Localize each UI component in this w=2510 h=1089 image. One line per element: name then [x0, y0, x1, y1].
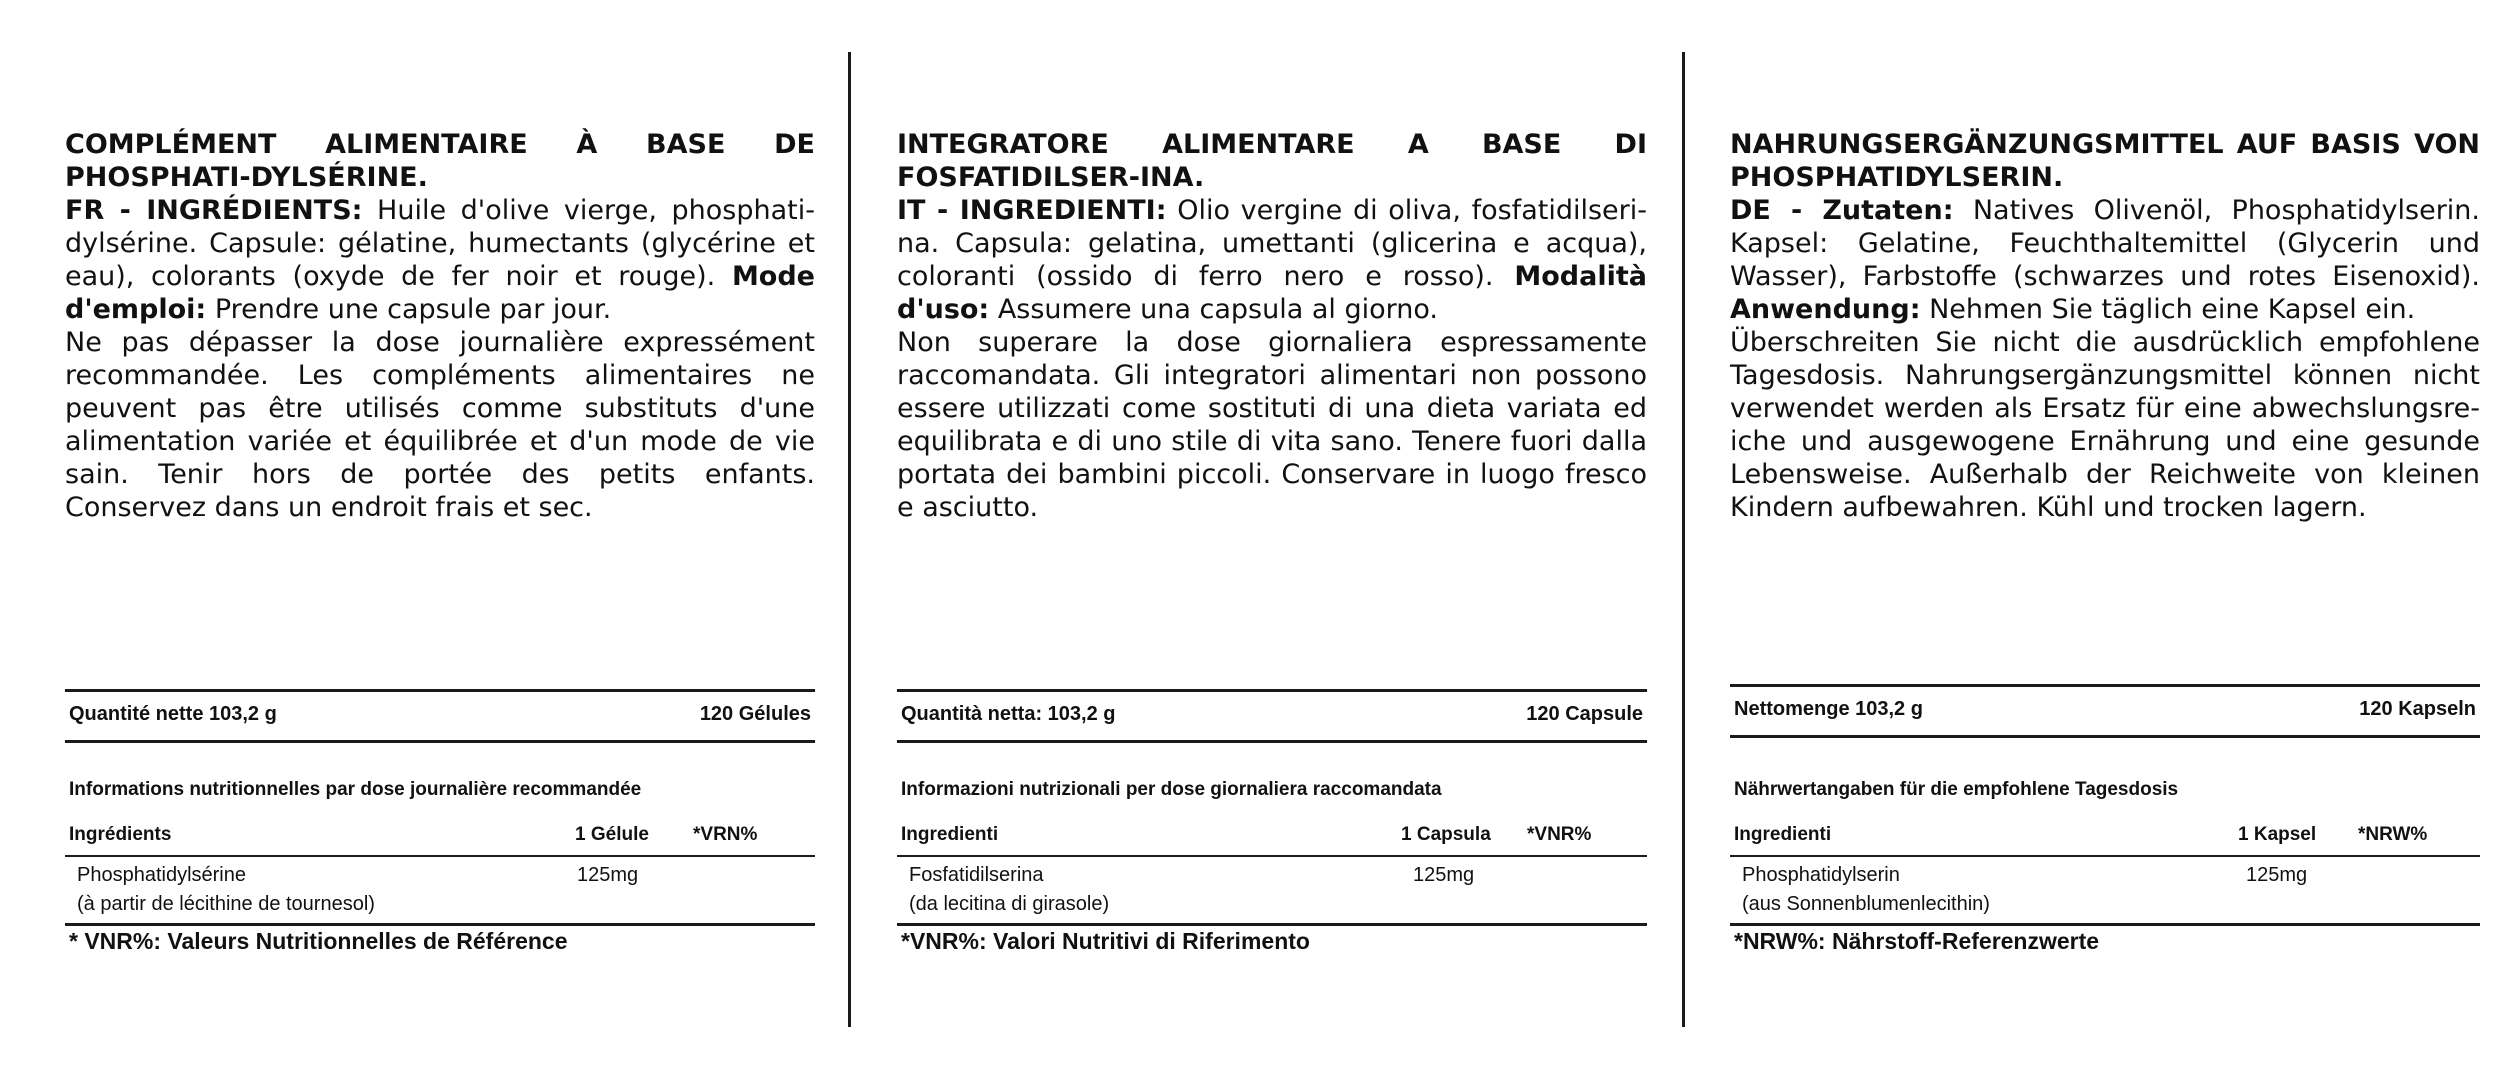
capsule-count: 120 Gélules — [699, 703, 811, 725]
row-ingredient-source: (à partir de lécithine de tournesol) — [77, 893, 375, 915]
ingredients-paragraph — [897, 194, 1647, 326]
net-quantity: Quantità netta: 103,2 g — [901, 703, 1116, 725]
usage-label: Anwendung: — [1730, 294, 1921, 325]
usage-label: Mode d'emploi: — [65, 261, 815, 325]
row-amount: 125mg — [1413, 864, 1475, 886]
product-title: INTEGRATORE ALIMENTARE A BASE DI FOSFATIDILSER-INA. — [897, 129, 1647, 193]
ingredients-paragraph — [1730, 194, 2480, 326]
usage-label: Modalità d'uso: — [897, 261, 1647, 325]
table-rule — [897, 923, 1647, 926]
usage-text: Nehmen Sie täglich eine Kapsel ein. — [1929, 294, 2416, 325]
capsule-count: 120 Kapseln — [2359, 698, 2476, 720]
ingredients-label: IT - INGREDIENTI: — [897, 195, 1167, 226]
table-rule — [897, 740, 1647, 743]
table-rule — [897, 855, 1647, 857]
label-column-de — [1730, 128, 2480, 954]
usage-text: Prendre une capsule par jour. — [214, 294, 612, 325]
header-dose: 1 Capsula — [1401, 824, 1491, 845]
row-ingredient-name: Fosfatidilserina — [909, 864, 1044, 886]
ingredients-text: Olio vergine di oliva, fosfatidilseri-na. Capsula: gelatina, umettanti (glicerina e acqua), coloranti (ossido di ferro nero e rosso). — [897, 195, 1647, 292]
reference-footnote: * VNR%: Valeurs Nutritionnelles de Référence — [69, 928, 568, 954]
column-divider — [848, 52, 851, 1027]
usage-text: Assumere una capsula al giorno. — [997, 294, 1439, 325]
net-quantity: Quantité nette 103,2 g — [69, 703, 277, 725]
table-rule — [65, 689, 815, 692]
header-reference: *VRN% — [693, 824, 758, 845]
row-ingredient-name: Phosphatidylsérine — [77, 864, 246, 886]
row-ingredient-name: Phosphatidylserin — [1742, 864, 1900, 886]
net-quantity-row — [1734, 698, 2476, 721]
table-rule — [65, 740, 815, 743]
net-quantity-row — [69, 703, 811, 726]
header-ingredients: Ingredienti — [901, 824, 999, 845]
label-column-fr — [65, 128, 815, 954]
row-amount: 125mg — [2246, 864, 2308, 886]
table-rule — [65, 923, 815, 926]
reference-footnote: *VNR%: Valori Nutritivi di Riferimento — [901, 928, 1310, 954]
row-ingredient-source: (da lecitina di girasole) — [909, 893, 1110, 915]
header-reference: *VNR% — [1527, 824, 1592, 845]
nutrition-title: Nährwertangaben für die empfohlene Tagesdosis — [1734, 779, 2179, 800]
column-divider — [1682, 52, 1685, 1027]
ingredients-label: FR - INGRÉDIENTS: — [65, 195, 363, 226]
row-amount: 125mg — [577, 864, 639, 886]
header-ingredients: Ingrédients — [69, 824, 172, 845]
row-ingredient-source: (aus Sonnenblumenlecithin) — [1742, 893, 1990, 915]
warning-text: Ne pas dépasser la dose journalière expressément recommandée. Les compléments alimentaires ne peuvent pas être utilisés comme substituts d'une alimentation variée et équilibrée et d'un mode de vie sain. Tenir hors de portée des petits enfants. Conservez dans un endroit frais et sec. — [65, 327, 815, 523]
product-title: COMPLÉMENT ALIMENTAIRE À BASE DE PHOSPHATI-DYLSÉRINE. — [65, 129, 815, 193]
net-quantity-row — [901, 703, 1643, 726]
ingredients-text: Natives Olivenöl, Phosphatidylserin. Kapsel: Gelatine, Feuchthaltemittel (Glycerin und Wasser), Farbstoffe (schwarzes und rotes Eisenoxid). — [1730, 195, 2480, 292]
header-ingredients: Ingredienti — [1734, 824, 1832, 845]
header-dose: 1 Gélule — [575, 824, 649, 845]
reference-footnote: *NRW%: Nährstoff-Referenzwerte — [1734, 928, 2100, 954]
warning-text: Non superare la dose giornaliera espressamente raccomandata. Gli integratori alimentari non possono essere utilizzati come sostituti di una dieta variata ed equilibrata e di uno stile di vita sano. Tenere fuori dalla portata dei bambini piccoli. Conservare in luogo fresco e asciutto. — [897, 327, 1647, 523]
capsule-count: 120 Capsule — [1526, 703, 1643, 725]
nutrition-title: Informazioni nutrizionali per dose giornaliera raccomandata — [901, 779, 1442, 800]
net-quantity: Nettomenge 103,2 g — [1734, 698, 1923, 720]
table-rule — [1730, 855, 2480, 857]
label-column-it — [897, 128, 1647, 954]
table-rule — [1730, 923, 2480, 926]
product-title: NAHRUNGSERGÄNZUNGSMITTEL AUF BASIS VON PHOSPHATIDYLSERIN. — [1730, 129, 2480, 193]
table-rule — [1730, 684, 2480, 687]
table-rule — [65, 855, 815, 857]
table-rule — [897, 689, 1647, 692]
table-rule — [1730, 735, 2480, 738]
header-reference: *NRW% — [2358, 824, 2428, 845]
ingredients-text: Huile d'olive vierge, phosphati-dylsérine. Capsule: gélatine, humectants (glycérine et eau), colorants (oxyde de fer noir et rouge). — [65, 195, 815, 292]
warning-text: Überschreiten Sie nicht die ausdrücklich empfohlene Tagesdosis. Nahrungsergänzungsmittel können nicht verwendet werden als Ersatz für eine abwechslungsre-iche und ausgewogene Ernährung und eine gesunde Lebensweise. Außerhalb der Reichweite von kleinen Kindern aufbewahren. Kühl und trocken lagern. — [1730, 327, 2480, 523]
header-dose: 1 Kapsel — [2238, 824, 2317, 845]
nutrition-title: Informations nutritionnelles par dose journalière recommandée — [69, 779, 642, 800]
ingredients-paragraph — [65, 194, 815, 326]
ingredients-label: DE - Zutaten: — [1730, 195, 1954, 226]
